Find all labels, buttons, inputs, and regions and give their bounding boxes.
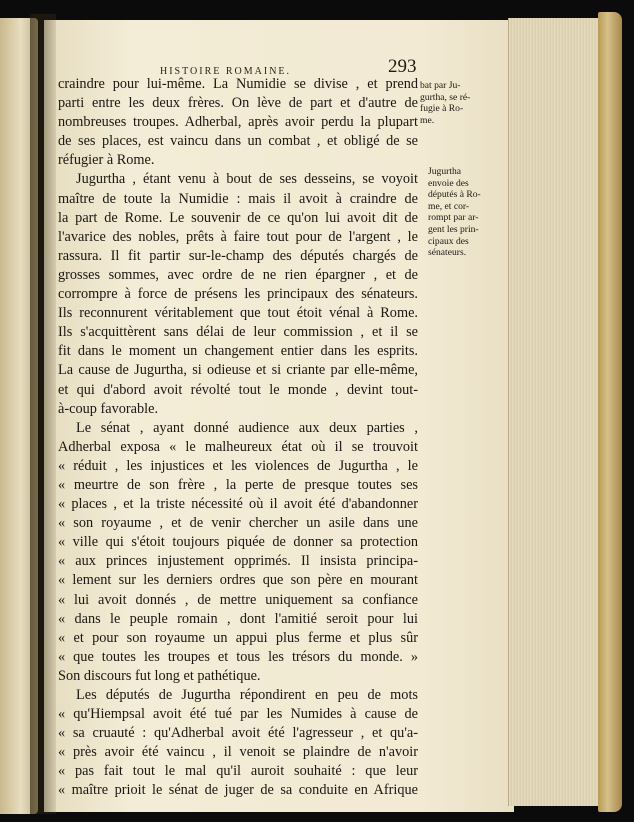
text-line: La cause de Jugurtha, si odieuse et si criante par elle-même, bbox=[58, 362, 418, 379]
margin-note-line: gent les prin- bbox=[428, 223, 479, 235]
text-line: « aux princes injustement opprimés. Il insista principa- bbox=[58, 553, 418, 570]
margin-note-line: bat par Ju- bbox=[420, 80, 461, 91]
text-line: « dans le peuple romain , dont l'amitié seroit pour lui bbox=[58, 610, 418, 627]
margin-note-line: cipaux des bbox=[428, 235, 469, 247]
text-line: rassura. Il fit partir sur-le-champ des députés chargés de bbox=[58, 247, 418, 264]
text-line: fit dans le moment un changement entier dans les esprits. bbox=[58, 343, 418, 360]
text-line: corrompre à force de présens les principaux des sénateurs. bbox=[58, 286, 418, 303]
margin-note-line: gurtha, se ré- bbox=[420, 91, 471, 103]
text-line: « pas fait tout le mal qu'il auroit souhaité : que leur bbox=[58, 763, 418, 780]
text-line: de ses places, est vaincu dans un combat , et obligé de se bbox=[58, 133, 418, 150]
text-line: l'avarice des nobles, prêts à faire tout pour de l'argent , le bbox=[58, 228, 418, 245]
text-line: Les députés de Jugurtha répondirent en peu de mots bbox=[76, 687, 418, 703]
text-line: « ville qui s'étoit toujours piquée de donner sa protection bbox=[58, 534, 418, 551]
book-cover-edge bbox=[598, 12, 622, 812]
text-line: à-coup favorable. bbox=[58, 400, 159, 417]
text-line: « et pour son royaume un appui plus ferme et plus sûr bbox=[58, 629, 418, 646]
text-line: Son discours fut long et pathétique. bbox=[58, 667, 261, 684]
text-line: nombreuses troupes. Adherbal, après avoir perdu la plupart bbox=[58, 114, 418, 131]
text-line: « maître prioit le sénat de juger de sa conduite en Afrique bbox=[58, 782, 418, 799]
text-line: Le sénat , ayant donné audience aux deux parties , bbox=[76, 419, 418, 436]
margin-note-jugurtha bbox=[428, 166, 481, 259]
text-line: « que toutes les troupes et tous les trésors du monde. » bbox=[58, 648, 418, 665]
page-block-edges bbox=[508, 18, 601, 806]
page-number: 293 bbox=[388, 56, 417, 77]
text-line: Ils reconnurent véritablement que tout étoit vénal à Rome. bbox=[58, 305, 418, 322]
text-line: réfugier à Rome. bbox=[58, 152, 155, 169]
text-line: « réduit , les injustices et les violences de Jugurtha , le bbox=[58, 457, 418, 474]
text-line: Jugurtha , étant venu à bout de ses desseins, se voyoit bbox=[76, 171, 418, 188]
margin-note-line: envoie des bbox=[428, 177, 469, 189]
text-line: « son royaume , et de venir chercher un asile dans une bbox=[58, 515, 418, 532]
text-line: « lement sur les derniers ordres que son père en mourant bbox=[58, 572, 418, 589]
text-line: Adherbal exposa « le malheureux état où il se trouvoit bbox=[58, 438, 418, 455]
margin-note-line: députés à Ro- bbox=[428, 189, 481, 201]
margin-note-line: Jugurtha bbox=[428, 166, 462, 177]
text-line: « meurtre de son frère , la perte de presque toutes ses bbox=[58, 476, 418, 493]
text-line: craindre pour lui-même. La Numidie se divise , et prend bbox=[58, 76, 418, 92]
text-line: « qu'Hiempsal avoit été tué par les Numides à cause de bbox=[58, 706, 418, 723]
text-line: maître de toute la Numidie : mais il avoit à craindre de bbox=[58, 190, 418, 207]
text-line: et qui d'abord avoit révolté tout le monde , devint tout- bbox=[58, 381, 418, 398]
text-line: « places , et la triste nécessité où il avoit été d'abandonner bbox=[58, 496, 418, 513]
text-line: « lui avoit donnés , de mettre uniquement sa confiance bbox=[58, 591, 418, 608]
text-line: grosses sommes, avec ordre de ne rien épargner , et de bbox=[58, 266, 418, 283]
text-line: « près avoir été vaincu , il venoit se plaindre de n'avoir bbox=[58, 744, 418, 761]
margin-note-line: rompt par ar- bbox=[428, 212, 479, 224]
margin-note-line: me. bbox=[420, 114, 435, 126]
margin-note-line: me, et cor- bbox=[428, 200, 470, 212]
margin-note-line: sénateurs. bbox=[428, 247, 467, 259]
text-line: parti entre les deux frères. On lève de part et d'autre de bbox=[58, 95, 418, 112]
text-line: la part de Rome. Le souvenir de ce qu'on lui avoit dit de bbox=[58, 209, 418, 226]
book-gutter bbox=[30, 14, 56, 814]
margin-note-adherbal bbox=[420, 80, 470, 126]
text-line: Ils s'acquittèrent sans délai de leur commission , et il se bbox=[58, 324, 418, 341]
text-line: « sa cruauté : qu'Adherbal avoit été l'agresseur , et qu'a- bbox=[58, 725, 418, 742]
body-text bbox=[58, 75, 418, 801]
margin-note-line: fugie à Ro- bbox=[420, 103, 464, 115]
running-title: HISTOIRE ROMAINE. bbox=[160, 66, 292, 77]
